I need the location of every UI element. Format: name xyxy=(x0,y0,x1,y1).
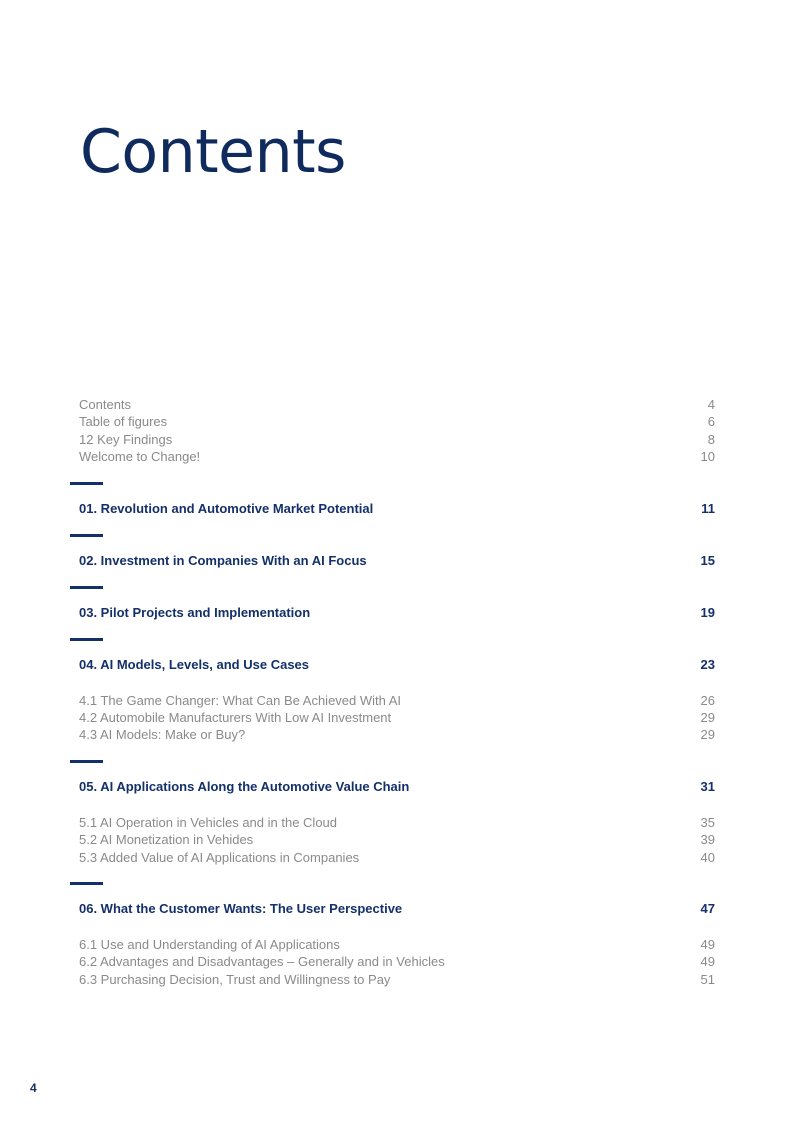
toc-subentry[interactable] xyxy=(79,936,715,953)
subsection-page: 49 xyxy=(700,937,715,953)
page-number: 4 xyxy=(30,1081,37,1095)
toc-section-heading[interactable] xyxy=(79,500,715,518)
subsection-page: 40 xyxy=(700,849,715,865)
section-page: 15 xyxy=(700,552,715,568)
section-divider xyxy=(70,760,103,763)
toc-section-heading[interactable] xyxy=(79,778,715,796)
toc-entry-title: Contents xyxy=(79,397,132,412)
toc-entry-title: Welcome to Change! xyxy=(79,449,201,465)
subsection-title: 5.3 Added Value of AI Applications in Companies xyxy=(79,849,360,865)
toc-entry-page: 8 xyxy=(707,431,715,447)
toc-entry-key-findings[interactable] xyxy=(79,431,715,448)
page-title: Contents xyxy=(80,117,346,187)
toc-section xyxy=(79,882,715,988)
toc-section xyxy=(79,638,715,744)
toc-subentry[interactable] xyxy=(79,692,715,709)
toc-section xyxy=(79,586,715,622)
toc-subentry[interactable] xyxy=(79,953,715,970)
subsection-title: 6.1 Use and Understanding of AI Applications xyxy=(79,937,340,953)
toc-entry-title: Table of figures xyxy=(79,414,168,430)
subsection-page: 49 xyxy=(700,954,715,970)
toc-entry-page: 6 xyxy=(707,414,715,430)
section-divider xyxy=(70,882,103,885)
toc-section-heading[interactable] xyxy=(79,656,715,674)
subsection-page: 26 xyxy=(700,692,715,708)
toc-subentry[interactable] xyxy=(79,726,715,743)
subsection-page: 35 xyxy=(700,814,715,830)
toc-section xyxy=(79,534,715,570)
section-title: 06. What the Customer Wants: The User Perspective xyxy=(79,901,403,917)
subsection-title: 5.1 AI Operation in Vehicles and in the Cloud xyxy=(79,814,338,830)
section-page: 23 xyxy=(700,656,715,672)
toc-entry-page: 10 xyxy=(700,449,715,465)
subsection-page: 51 xyxy=(700,971,715,987)
section-page: 47 xyxy=(700,901,715,917)
subsection-page: 29 xyxy=(700,710,715,726)
toc-entry-page: 4 xyxy=(707,397,715,412)
section-divider xyxy=(70,482,103,485)
toc-section xyxy=(79,482,715,518)
section-page: 19 xyxy=(700,604,715,620)
section-title: 02. Investment in Companies With an AI Focus xyxy=(79,552,367,568)
subsection-title: 6.2 Advantages and Disadvantages – Generally and in Vehicles xyxy=(79,954,445,970)
front-matter-list xyxy=(79,396,715,466)
subsection-title: 4.3 AI Models: Make or Buy? xyxy=(79,727,246,743)
toc-entry-title: 12 Key Findings xyxy=(79,431,173,447)
toc-entry-welcome[interactable] xyxy=(79,448,715,465)
subsection-list xyxy=(79,936,715,988)
subsection-list xyxy=(79,692,715,744)
section-title: 03. Pilot Projects and Implementation xyxy=(79,604,311,620)
toc-entry-contents[interactable] xyxy=(79,396,715,413)
section-title: 05. AI Applications Along the Automotive Value Chain xyxy=(79,778,410,794)
section-divider xyxy=(70,638,103,641)
subsection-title: 5.2 AI Monetization in Vehides xyxy=(79,832,254,848)
toc-subentry[interactable] xyxy=(79,814,715,831)
section-divider xyxy=(70,534,103,537)
section-divider xyxy=(70,586,103,589)
subsection-page: 29 xyxy=(700,727,715,743)
subsection-list xyxy=(79,814,715,866)
toc-section xyxy=(79,760,715,866)
toc-subentry[interactable] xyxy=(79,971,715,988)
subsection-title: 4.2 Automobile Manufacturers With Low AI Investment xyxy=(79,710,392,726)
toc-subentry[interactable] xyxy=(79,831,715,848)
table-of-contents xyxy=(79,396,715,988)
toc-section-heading[interactable] xyxy=(79,604,715,622)
section-page: 11 xyxy=(701,500,715,516)
subsection-title: 6.3 Purchasing Decision, Trust and Willingness to Pay xyxy=(79,971,391,987)
subsection-page: 39 xyxy=(700,832,715,848)
section-title: 01. Revolution and Automotive Market Potential xyxy=(79,500,374,516)
toc-entry-table-of-figures[interactable] xyxy=(79,413,715,430)
toc-section-heading[interactable] xyxy=(79,552,715,570)
section-page: 31 xyxy=(700,778,715,794)
subsection-title: 4.1 The Game Changer: What Can Be Achieved With AI xyxy=(79,692,402,708)
toc-subentry[interactable] xyxy=(79,709,715,726)
toc-subentry[interactable] xyxy=(79,849,715,866)
toc-section-heading[interactable] xyxy=(79,900,715,918)
section-title: 04. AI Models, Levels, and Use Cases xyxy=(79,656,310,672)
